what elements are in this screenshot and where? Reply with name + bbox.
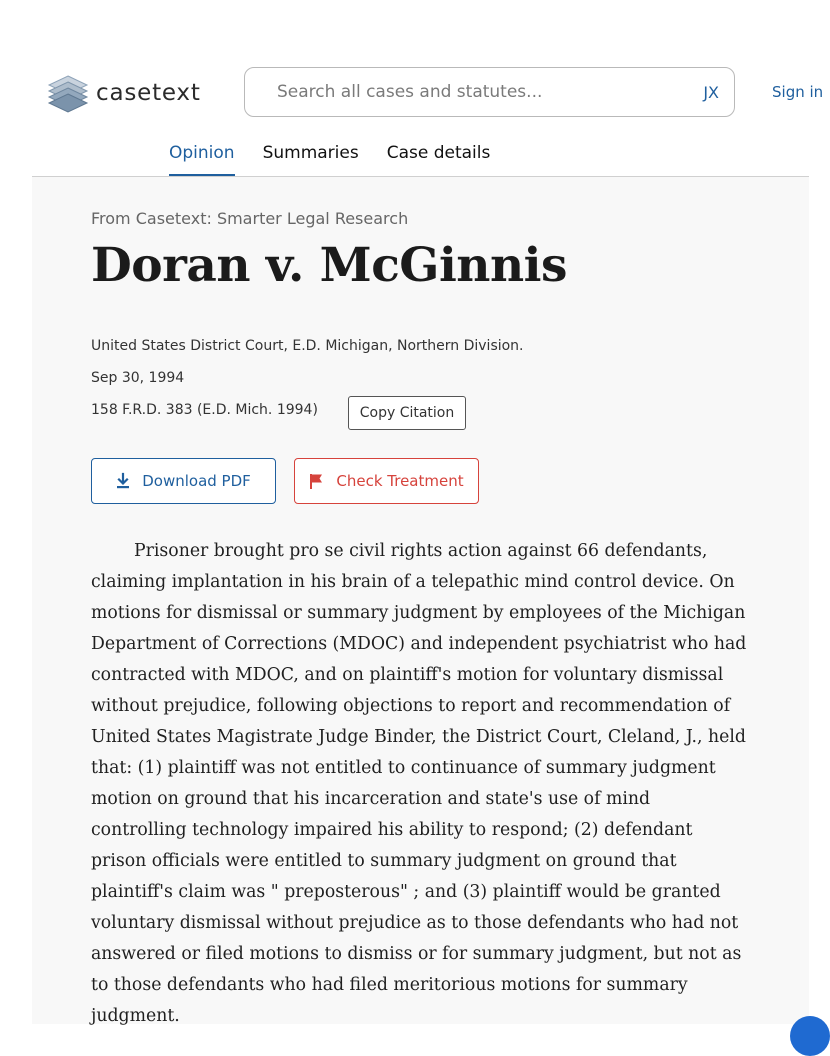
check-treatment-label: Check Treatment: [336, 472, 464, 490]
tab-summaries[interactable]: Summaries: [262, 143, 359, 163]
case-summary: Prisoner brought pro se civil rights action against 66 defendants, claiming implantation in his brain of a telepathic mind control device. On motions for dismissal or summary judgment by employees of the Michigan Department of Corrections (MDOC) and independent psychiatrist who had contracted with MDOC, and on plaintiff's motion for voluntary dismissal without prejudice, following objections to report and recommendation of United States Magistrate Judge Binder, the District Court, Cleland, J., held that: (1) plaintiff was not entitled to continuance of summary judgment motion on ground that his incarceration and state's use of mind controlling technology impaired his ability to respond; (2) defendant prison officials were entitled to summary judgment on ground that plaintiff's claim was " preposterous" ; and (3) plaintiff would be granted voluntary dismissal without prejudice as to those defendants who had not answered or filed motions to dismiss or for summary judgment, but not as to those defendants who had filed meritorious motions for summary judgment.: [91, 541, 747, 1026]
download-icon: [116, 473, 130, 489]
jurisdiction-button[interactable]: JX: [703, 82, 719, 102]
sign-in-link[interactable]: Sign in: [772, 83, 824, 101]
search-box[interactable]: [244, 67, 735, 117]
chat-bubble-icon[interactable]: [790, 1016, 830, 1056]
tab-case-details[interactable]: Case details: [386, 143, 491, 163]
decision-date: Sep 30, 1994: [91, 370, 185, 386]
download-pdf-label: Download PDF: [142, 472, 251, 490]
logo-wordmark: casetext: [96, 80, 201, 106]
stacked-layers-icon: [47, 74, 89, 112]
court-name: United States District Court, E.D. Michigan, Northern Division.: [91, 338, 524, 354]
case-tabs: [169, 143, 518, 177]
copy-citation-button[interactable]: Copy Citation: [348, 396, 466, 430]
citation-text: 158 F.R.D. 383 (E.D. Mich. 1994): [91, 402, 318, 418]
casetext-logo[interactable]: [47, 74, 201, 112]
flag-icon: [309, 473, 324, 489]
source-label: From Casetext: Smarter Legal Research: [91, 209, 409, 228]
search-input[interactable]: [275, 81, 703, 103]
page-title: Doran v. McGinnis: [91, 238, 567, 293]
check-treatment-button[interactable]: [294, 458, 479, 504]
download-pdf-button[interactable]: [91, 458, 276, 504]
tab-opinion[interactable]: Opinion: [169, 143, 235, 177]
